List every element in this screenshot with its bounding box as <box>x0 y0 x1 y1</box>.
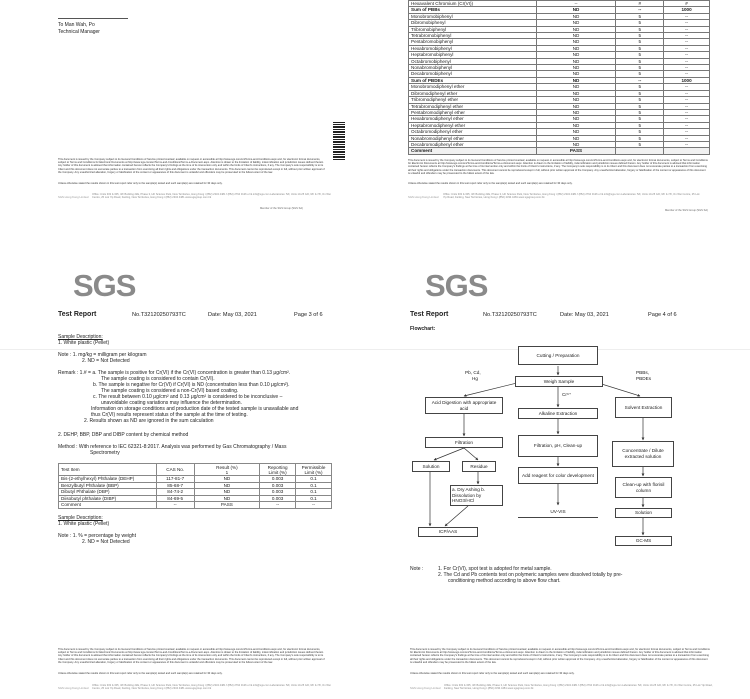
remark-b: The sample coating is considered to contain Cr(VI). <box>101 376 215 382</box>
remark-g: Information on storage conditions and production date of the tested sample is unavailable and <box>91 406 299 412</box>
phthalate-result: ND <box>194 476 260 483</box>
phthalate-permissible-limit: 0.1 <box>296 482 332 489</box>
flowchart-label: Flowchart: <box>410 326 436 332</box>
result-limit: 5 <box>616 52 664 58</box>
result-limit: 5 <box>616 122 664 128</box>
result-value: ND <box>536 52 616 58</box>
box-filtration-ph: Filtration, pH, Clean-up <box>518 435 598 457</box>
result-value: ND <box>536 129 616 135</box>
fine-print-2-p3: Unless otherwise stated the results shown in this test report refer only to the sample(s) tested and such sample(s) are retained for 30 days only. <box>58 672 223 675</box>
note-label-p4: Note : <box>410 566 424 572</box>
header-result-sub: 1 <box>225 469 229 475</box>
phthalate-result: ND <box>194 482 260 489</box>
phthalate-item: Bis-(2-ethylhexyl) Phthalate (DEHP) <box>59 476 157 483</box>
result-limit: 5 <box>616 33 664 39</box>
signatory-name: To Man Wah, Po <box>58 22 95 28</box>
header-pl-label: Permissible <box>301 464 326 470</box>
footer-address-p4: Office: Units 303 & 305, 3/F Building 22E, Phase 3, HK Science Park, New Territories, Hong Kong t (852) 2334 4481 f (852) 2764 3126 e hk.info@sgs.com Laboratories: 5/F, Units 10-25 G/F, 6/F & 7/F, On Wui Centre, 25 Lok Yip Road, Fanling, New Territories, Hong Kong t (852) 2334 4481 www.sgsgroup.com.hk <box>444 684 713 691</box>
remark-h: thus Cr(VI) results represent status of the sample at the time of testing. <box>91 412 248 418</box>
result-mdl: -- <box>664 45 710 51</box>
remark-f: unavoidable coating variations may influence the determination. <box>101 400 242 406</box>
box-residue: Residue <box>462 461 496 472</box>
result-value: ND <box>536 26 616 32</box>
phthalate-reporting-limit: 0.003 <box>260 482 296 489</box>
box-add-reagent: Add reagent for color development <box>518 467 598 484</box>
fine-print-p4: This document is issued by the Company subject to its General Conditions of Service printed overleaf, available on request or accessible at http://www.sgs.com/en/Terms-and-Conditions.aspx and, for electronic format documents, subject to Terms and Conditions for Electronic Documents at http://www.sgs.com/en/Terms-and-Conditions/Terms-e-Document.aspx. Attention is drawn to the limitation of liability, indemnification and jurisdiction issues defined therein. Any holder of this document is advised that information contained hereon reflects the Company's findings at the time of its intervention only and within the limits of Client's instructions, if any. The Company's sole responsibility is to its Client and this document does not exonerate parties to a transaction from exercising all their rights and obligations under the transaction documents. This document cannot be reproduced except in full, without prior written approval of the Company. Any unauthorized alteration, forgery or falsification of the content or appearance of this document is unlawful and offenders may be prosecuted to the fullest extent of the law. <box>410 648 710 664</box>
result-value: ND <box>536 141 616 147</box>
result-mdl: -- <box>664 26 710 32</box>
result-mdl: -- <box>664 33 710 39</box>
result-item: Nonabromodiphenyl ether <box>409 135 537 141</box>
result-value: ND <box>536 39 616 45</box>
result-item: Decabromobiphenyl <box>409 71 537 77</box>
report-title-p3: Test Report <box>58 311 97 318</box>
footer-address-p3: Office: Units 303 & 305, 3/F Building 22E, Phase 3, HK Science Park, New Territories, Hong Kong t (852) 2334 4481 f (852) 2764 3126 e hk.info@sgs.com Laboratories: 5/F, Units 10-25 G/F, 6/F & 7/F, On Wui Centre, 25 Lok Yip Road, Fanling, New Territories, Hong Kong t (852) 2334 4481 www.sgsgroup.com.hk <box>92 684 331 691</box>
result-limit: 5 <box>616 13 664 19</box>
box-solution: Solution <box>412 461 450 472</box>
result-limit: 5 <box>616 103 664 109</box>
result-limit: 5 <box>616 58 664 64</box>
result-mdl: # <box>664 1 710 7</box>
result-value: ND <box>536 109 616 115</box>
result-value: ND <box>536 90 616 96</box>
result-mdl: -- <box>664 65 710 71</box>
result-item: Octabromobiphenyl <box>409 58 537 64</box>
note-p4-1: 1. For Cr(VI), spot test is adopted for metal sample. <box>438 566 552 572</box>
phthalate-cas: -- <box>156 502 194 509</box>
result-value: ND <box>536 122 616 128</box>
result-value: PASS <box>536 148 616 154</box>
result-limit: 5 <box>616 109 664 115</box>
result-mdl: -- <box>664 109 710 115</box>
page-number-p4: Page 4 of 6 <box>648 312 677 318</box>
phthalate-reporting-limit: 0.003 <box>260 495 296 502</box>
result-mdl: -- <box>664 122 710 128</box>
result-limit: 5 <box>616 129 664 135</box>
box-cleanup-florisil: Clean-up with florisil column <box>615 477 672 498</box>
result-item: Hexabromobiphenyl <box>409 45 537 51</box>
result-mdl: -- <box>664 141 710 147</box>
remark-d: The sample coating is considered a non-Cr(VI) based coating. <box>101 388 239 394</box>
result-value: ND <box>536 7 616 13</box>
fine-print: This document is issued by the Company subject to its General Conditions of Service printed overleaf, available on request or accessible at http://www.sgs.com/en/Terms-and-Conditions.aspx and, for electronic format documents, subject to Terms and Conditions for Electronic Documents at http://www.sgs.com/en/Terms-and-Conditions/Terms-e-Document.aspx. Attention is drawn to the limitation of liability, indemnification and jurisdiction issues defined therein. Any holder of this document is advised that information contained hereon reflects the Company's findings at the time of its intervention only and within the limits of Client's instructions, if any. The Company's sole responsibility is to its Client and this document does not exonerate parties to a transaction from exercising all their rights and obligations under the transaction documents. This document cannot be reproduced except in full, without prior written approval of the Company. Any unauthorized alteration, forgery or falsification of the content or appearance of this document is unlawful and offenders may be prosecuted to the fullest extent of the law. <box>58 158 325 174</box>
box-solution-2: Solution <box>615 508 672 518</box>
note-2b: 2. ND = Not Detected <box>82 539 130 545</box>
box-uv-vis: UV-VIS <box>518 506 598 517</box>
note-p4-2b: conditioning method according to above flow chart. <box>448 578 561 584</box>
result-mdl: -- <box>664 20 710 26</box>
result-item: Comment <box>409 148 537 154</box>
result-item: Monobromodiphenyl ether <box>409 84 537 90</box>
result-value: ND <box>536 65 616 71</box>
result-limit: 5 <box>616 84 664 90</box>
result-item: Heptabromobiphenyl <box>409 52 537 58</box>
method-a: Method : With reference to IEC 62321-8:2017. Analysis was performed by Gas Chromatography / Mass <box>58 444 287 450</box>
result-mdl: -- <box>664 71 710 77</box>
sample-description-2-1: 1. White plastic (Pellet) <box>58 521 110 527</box>
box-weigh-sample: Weigh Sample <box>515 376 603 387</box>
result-item: Octabromodiphenyl ether <box>409 129 537 135</box>
result-mdl: -- <box>664 129 710 135</box>
fine-print-2: Unless otherwise stated the results shown in this test report refer only to the sample(s) tested and such sample(s) are retained for 30 days only. <box>408 182 573 185</box>
phthalate-cas: 117-81-7 <box>156 476 194 483</box>
result-limit: 5 <box>616 135 664 141</box>
result-mdl: -- <box>664 52 710 58</box>
sample-description-2-heading: Sample Description: <box>58 515 103 521</box>
result-item: Hexabromodiphenyl ether <box>409 116 537 122</box>
footer-company-p4: SGS Hong Kong Limited <box>410 686 441 690</box>
fine-print-2: Unless otherwise stated the results shown in this test report refer only to the sample(s) tested and such sample(s) are retained for 30 days only. <box>58 182 223 185</box>
result-limit: # <box>616 1 664 7</box>
fine-print-p3: This document is issued by the Company subject to its General Conditions of Service printed overleaf, available on request or accessible at http://www.sgs.com/en/Terms-and-Conditions.aspx and, for electronic format documents, subject to Terms and Conditions for Electronic Documents at http://www.sgs.com/en/Terms-and-Conditions/Terms-e-Document.aspx. Attention is drawn to the limitation of liability, indemnification and jurisdiction issues defined therein. Any holder of this document is advised that information contained hereon reflects the Company's findings at the time of its intervention only and within the limits of Client's instructions, if any. The Company's sole responsibility is to its Client and this document does not exonerate parties to a transaction from exercising all their rights and obligations under the transaction documents. This document cannot be reproduced except in full, without prior written approval of the Company. Any unauthorized alteration, forgery or falsification of the content or appearance of this document is unlawful and offenders may be prosecuted to the fullest extent of the law. <box>58 648 325 664</box>
result-value: ND <box>536 58 616 64</box>
member-note: Member of the SGS Group (SGS SA) <box>665 209 708 212</box>
remark-a: Remark : 1.# = a. The sample is positive for Cr(VI) if the Cr(VI) concentration is greater than 0.13 μg/cm². <box>58 370 291 376</box>
box-filtration: Filtration <box>425 437 503 448</box>
box-cutting-preparation: Cutting / Preparation <box>518 346 598 365</box>
phthalate-permissible-limit: 0.1 <box>296 476 332 483</box>
result-value: ND <box>536 84 616 90</box>
method-b: Spectrometry <box>90 450 120 456</box>
phthalate-result: PASS <box>194 502 260 509</box>
result-item: Pentabromobiphenyl <box>409 39 537 45</box>
phthalate-permissible-limit: 0.1 <box>296 489 332 496</box>
member-note: Member of the SGS Group (SGS SA) <box>260 207 303 210</box>
header-result-label: Result (%) <box>216 464 238 470</box>
result-item: Tetrabromodiphenyl ether <box>409 103 537 109</box>
result-item: Hexavalent Chromium (Cr(VI)) <box>409 1 537 7</box>
result-mdl: 1000 <box>664 7 710 13</box>
footer-address: Office: Units 303 & 305, 3/F Building 22E, Phase 3, HK Science Park, New Territories, Hong Kong t (852) 2334 4481 f (852) 2764 3126 e hk.info@sgs.com Laboratories: 5/F, Units 10-25 G/F, 6/F & 7/F, On Wui Centre, 25 Lok Yip Road, Fanling, New Territories, Hong Kong t (852) 2334 4481 www.sgsgroup.com.hk <box>443 193 700 200</box>
phthalate-result: ND <box>194 489 260 496</box>
remark-e: c. The result between 0.10 μg/cm² and 0.13 μg/cm² is considered to be inconclusive – <box>93 394 283 400</box>
result-value: ND <box>536 13 616 19</box>
phthalate-item: Comment <box>59 502 157 509</box>
result-limit: 5 <box>616 45 664 51</box>
phthalate-reporting-limit: 0.003 <box>260 489 296 496</box>
report-date-p3: Date: May 03, 2021 <box>208 312 257 318</box>
label-pbdes: PBDEs <box>636 376 652 381</box>
sample-description-1: 1. White plastic (Pellet) <box>58 340 110 346</box>
result-item: Pentabromodiphenyl ether <box>409 109 537 115</box>
footer-company: SGS Hong Kong Limited <box>58 195 89 199</box>
result-value: -- <box>536 1 616 7</box>
remark-c: b. The sample is negative for Cr(VI) if Cr(VI) is ND (concentration less than 0.10 μg/cm²). <box>93 382 290 388</box>
result-mdl: -- <box>664 39 710 45</box>
result-mdl: -- <box>664 90 710 96</box>
header-test-item: Test Item <box>59 464 157 476</box>
result-value: ND <box>536 33 616 39</box>
phthalate-item: Dibutyl Phthalate (DBP) <box>59 489 157 496</box>
box-gc-ms: GC-MS <box>615 536 672 546</box>
box-alkaline-extraction: Alkaline Extraction <box>518 408 598 419</box>
report-title-p4: Test Report <box>410 311 449 318</box>
result-item: Sum of PBDEs <box>409 77 537 83</box>
result-mdl: -- <box>664 84 710 90</box>
result-value: ND <box>536 135 616 141</box>
result-limit: -- <box>616 7 664 13</box>
result-limit: 5 <box>616 97 664 103</box>
header-pl-label-2: Limit (%) <box>304 469 323 475</box>
note-2a: Note : 1. % = percentage by weight <box>58 533 136 539</box>
result-limit: 5 <box>616 141 664 147</box>
header-rl-label: Reporting <box>267 464 288 470</box>
result-limit: 5 <box>616 116 664 122</box>
sgs-logo-p3: SGS <box>73 268 136 303</box>
phthalate-permissible-limit: -- <box>296 502 332 509</box>
box-concentrate: Concentrate / Dilute extracted solution <box>612 441 674 467</box>
fine-print: This document is issued by the Company subject to its General Conditions of Service printed overleaf, available on request or accessible at http://www.sgs.com/en/Terms-and-Conditions.aspx and, for electronic format documents, subject to Terms and Conditions for Electronic Documents at http://www.sgs.com/en/Terms-and-Conditions/Terms-e-Document.aspx. Attention is drawn to the limitation of liability, indemnification and jurisdiction issues defined therein. Any holder of this document is advised that information contained hereon reflects the Company's findings at the time of its intervention only and within the limits of Client's instructions, if any. The Company's sole responsibility is to its Client and this document does not exonerate parties to a transaction from exercising all their rights and obligations under the transaction documents. This document cannot be reproduced except in full, without prior written approval of the Company. Any unauthorized alteration, forgery or falsification of the content or appearance of this document is unlawful and offenders may be prosecuted to the fullest extent of the law. <box>408 159 708 175</box>
note-p4-2a: 2. The Cd and Pb contents test on polymeric samples were dissolved totally by pre- <box>438 572 623 578</box>
result-limit: 5 <box>616 90 664 96</box>
phthalate-cas: 84-74-2 <box>156 489 194 496</box>
result-item: Nonabromobiphenyl <box>409 65 537 71</box>
sample-description-heading: Sample Description: <box>58 334 103 340</box>
result-limit: -- <box>616 77 664 83</box>
result-item: Monobromobiphenyl <box>409 13 537 19</box>
result-mdl: -- <box>664 97 710 103</box>
result-limit: 5 <box>616 26 664 32</box>
box-solvent-extraction: Solvent Extraction <box>615 397 672 418</box>
result-mdl: -- <box>664 103 710 109</box>
result-mdl: 1000 <box>664 77 710 83</box>
uvvis-underline <box>518 517 598 518</box>
page-number-p3: Page 3 of 6 <box>294 312 323 318</box>
note-1a: Note : 1. mg/kg = milligram per kilogram <box>58 352 147 358</box>
result-mdl: -- <box>664 116 710 122</box>
label-pb-cd: Pb, Cd, <box>465 370 481 375</box>
result-mdl: -- <box>664 58 710 64</box>
fine-print-2-p4: Unless otherwise stated the results shown in this test report refer only to the sample(s) tested and such sample(s) are retained for 30 days only. <box>410 672 575 675</box>
box-dry-ashing: a. Dry Ashing b. Dissolution by HNO3/HCl <box>450 485 503 506</box>
result-value: ND <box>536 45 616 51</box>
remark-i: 2. Results shown as ND are ignored in the sum calculation <box>84 418 214 424</box>
phthalate-cas: 84-69-5 <box>156 495 194 502</box>
section-2-heading: 2. DEHP, BBP, DBP and DIBP content by chemical method <box>58 432 189 438</box>
result-value: ND <box>536 103 616 109</box>
label-pbbs: PBBs, <box>636 370 650 375</box>
result-mdl: -- <box>664 135 710 141</box>
result-value: ND <box>536 20 616 26</box>
result-value: ND <box>536 77 616 83</box>
report-date-p4: Date: May 03, 2021 <box>560 312 609 318</box>
phthalate-result: ND <box>194 495 260 502</box>
report-number-p4: No.T32120250793TC <box>483 312 537 318</box>
result-limit: 5 <box>616 20 664 26</box>
result-value: ND <box>536 116 616 122</box>
footer-company-p3: SGS Hong Kong Limited <box>58 686 89 690</box>
result-limit: 5 <box>616 39 664 45</box>
result-item: Heptabromodiphenyl ether <box>409 122 537 128</box>
phthalate-reporting-limit: -- <box>260 502 296 509</box>
phthalate-item: Benzylbutyl Phthalate (BBP) <box>59 482 157 489</box>
label-hg: Hg <box>472 376 478 381</box>
phthalate-reporting-limit: 0.003 <box>260 476 296 483</box>
box-icp-aas: ICP/AAS <box>418 527 478 537</box>
result-item: Dibromobiphenyl <box>409 20 537 26</box>
sgs-logo-p4: SGS <box>425 268 488 303</box>
footer-company: SGS Hong Kong Limited <box>408 195 439 199</box>
result-item: Sum of PBBs <box>409 7 537 13</box>
result-item: Decabromodiphenyl ether <box>409 141 537 147</box>
result-item: Tribromodiphenyl ether <box>409 97 537 103</box>
header-rl-label-2: Limit (%) <box>268 469 287 475</box>
label-cr6: Cr⁶⁺ <box>562 392 572 397</box>
result-limit: 5 <box>616 65 664 71</box>
phthalate-permissible-limit: 0.1 <box>296 495 332 502</box>
footer-address: Office: Units 303 & 305, 3/F Building 22E, Phase 3, HK Science Park, New Territories, Hong Kong t (852) 2334 4481 f (852) 2764 3126 e hk.info@sgs.com Laboratories: 5/F, Units 10-25 G/F, 6/F & 7/F, On Wui Centre, 25 Lok Yip Road, Fanling, New Territories, Hong Kong t (852) 2334 4481 www.sgsgroup.com.hk <box>92 193 331 200</box>
result-mdl: -- <box>664 13 710 19</box>
result-item: Tetrabromobiphenyl <box>409 33 537 39</box>
phthalate-item: Diisobutyl phthalate (DIBP) <box>59 495 157 502</box>
result-item: Dibromodiphenyl ether <box>409 90 537 96</box>
result-limit: 5 <box>616 71 664 77</box>
signatory-title: Technical Manager <box>58 28 100 35</box>
header-cas: CAS No. <box>156 464 194 476</box>
result-value: ND <box>536 71 616 77</box>
note-1b: 2. ND = Not Detected <box>82 358 130 364</box>
result-item: Tribromobiphenyl <box>409 26 537 32</box>
result-value: ND <box>536 97 616 103</box>
phthalate-cas: 85-68-7 <box>156 482 194 489</box>
box-acid-digestion: Acid Digestion with appropriate acid <box>425 397 503 414</box>
report-number-p3: No.T32120250793TC <box>132 312 186 318</box>
